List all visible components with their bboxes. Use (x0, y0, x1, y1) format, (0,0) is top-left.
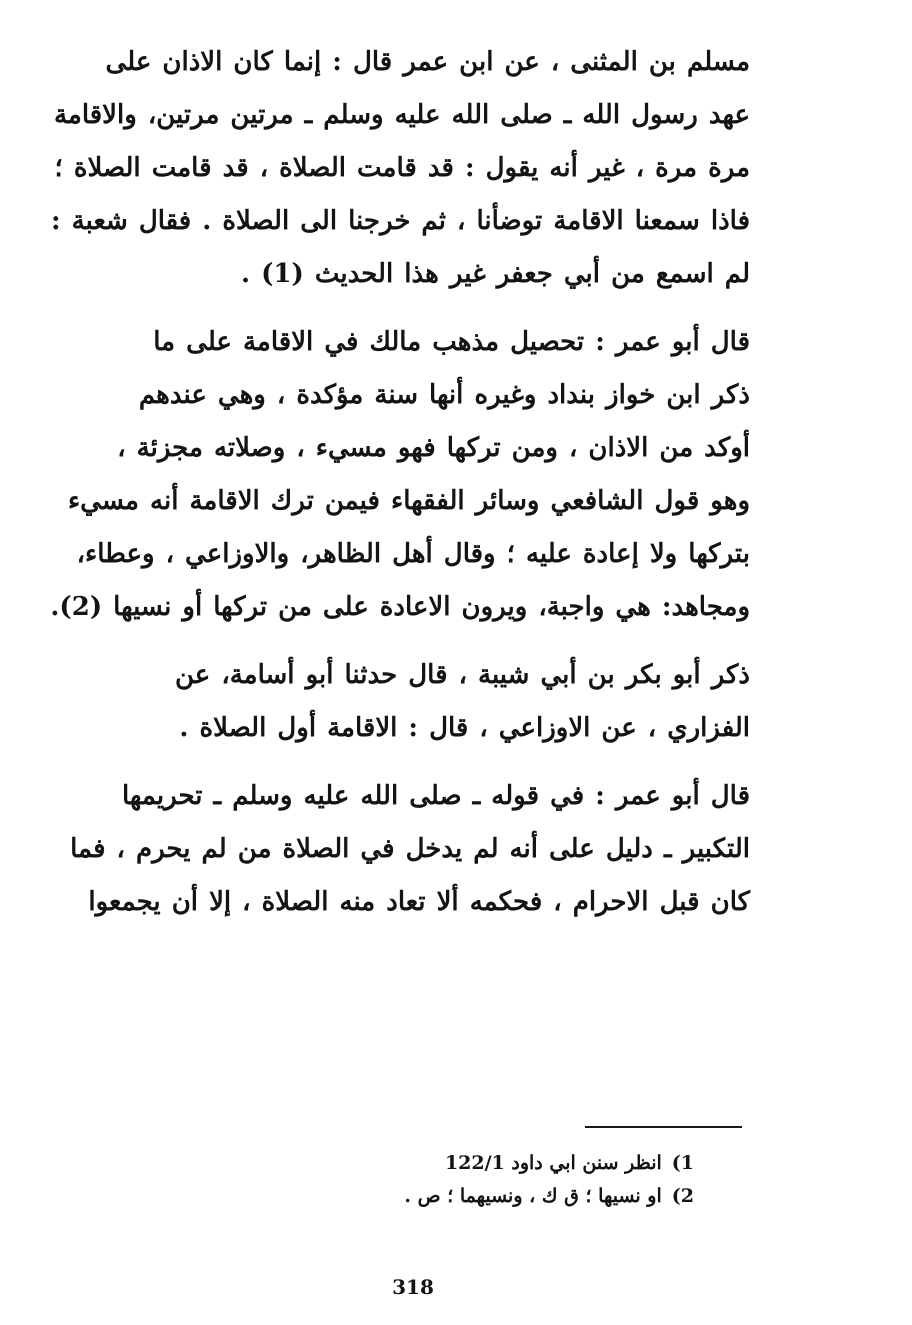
text-line: وهو قول الشافعي وسائر الفقهاء فيمن ترك الاقامة أنه مسيء (67, 486, 750, 516)
text-line: أوكد من الاذان ، ومن تركها فهو مسيء ، وصلاته مجزئة ، (117, 433, 750, 463)
page-number: 318 (392, 1275, 434, 1299)
text-line: ومجاهد: هي واجبة، ويرون الاعادة على من تركها أو نسيها (2). (50, 592, 750, 622)
text-line: مسلم بن المثنى ، عن ابن عمر قال : إنما كان الاذان على (105, 47, 750, 77)
text-line: لم اسمع من أبي جعفر غير هذا الحديث (1) . (241, 259, 750, 289)
text-line: مرة مرة ، غير أنه يقول : قد قامت الصلاة ، قد قامت الصلاة ؛ (54, 153, 750, 183)
text-line: بتركها ولا إعادة عليه ؛ وقال أهل الظاهر، والاوزاعي ، وعطاء، (76, 539, 750, 569)
body-text (50, 36, 750, 944)
paragraph-1 (51, 36, 750, 301)
footnote-number: 1) (671, 1152, 694, 1174)
footnote-1 (274, 1147, 694, 1180)
paragraph-2 (50, 316, 750, 634)
footnote-text: او نسيها ؛ ق ك ، ونسيهما ؛ ص . (404, 1185, 662, 1207)
text-line: فاذا سمعنا الاقامة توضأنا ، ثم خرجنا الى الصلاة . فقال شعبة : (51, 206, 750, 236)
footnote-number: 2) (671, 1185, 694, 1207)
text-line: قال أبو عمر : في قوله ـ صلى الله عليه وسلم ـ تحريمها (121, 781, 750, 811)
footnote-text: انظر سنن ابي داود 122/1 (444, 1152, 662, 1174)
paragraph-4 (70, 770, 750, 929)
text-line: عهد رسول الله ـ صلى الله عليه وسلم ـ مرتين مرتين، والاقامة (53, 100, 750, 130)
text-line: التكبير ـ دليل على أنه لم يدخل في الصلاة من لم يحرم ، فما (70, 834, 750, 864)
text-line: ذكر أبو بكر بن أبي شيبة ، قال حدثنا أبو أسامة، عن (174, 660, 750, 690)
text-line: الفزاري ، عن الاوزاعي ، قال : الاقامة أول الصلاة . (179, 713, 750, 743)
text-line: قال أبو عمر : تحصيل مذهب مالك في الاقامة على ما (153, 327, 750, 357)
footnotes (274, 1147, 694, 1213)
text-line: ذكر ابن خواز بنداد وغيره أنها سنة مؤكدة ، وهي عندهم (138, 380, 750, 410)
footnote-divider (585, 1126, 742, 1128)
footnote-2 (274, 1180, 694, 1213)
text-line: كان قبل الاحرام ، فحكمه ألا تعاد منه الصلاة ، إلا أن يجمعوا (88, 887, 750, 917)
paragraph-3 (100, 649, 750, 755)
